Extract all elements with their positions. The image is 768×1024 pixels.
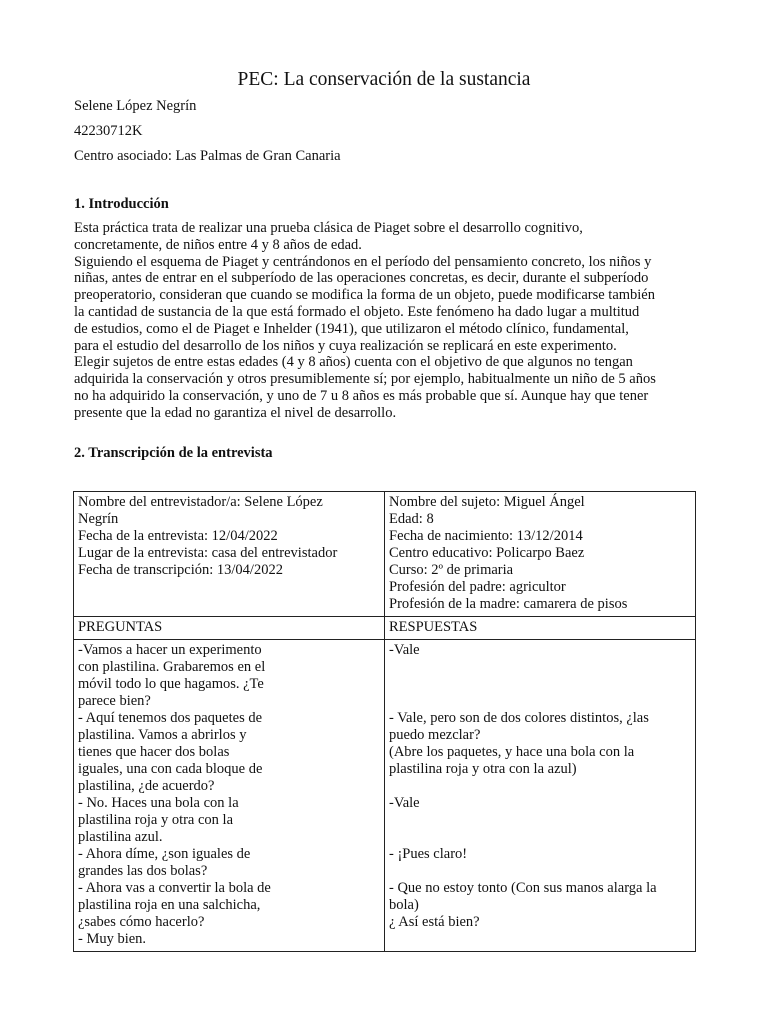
intro-line: Esta práctica trata de realizar una prueba clásica de Piaget sobre el desarrollo cognitivo, [74,220,583,236]
question-line: con plastilina. Grabaremos en el [78,659,266,675]
question-line: iguales, una con cada bloque de [78,761,263,777]
student-id: 42230712K [74,123,143,139]
answer-line: -Vale [389,795,420,811]
question-line: tienes que hacer dos bolas [78,744,230,760]
subject-info-line: Fecha de nacimiento: 13/12/2014 [389,528,583,544]
intro-line: de estudios, como el de Piaget e Inhelder (1941), que utilizaron el método clínico, fundamental, [74,320,629,337]
answer-line: bola) [389,897,419,913]
interviewer-info-line: Fecha de la entrevista: 12/04/2022 [78,528,278,544]
interviewer-info-line: Lugar de la entrevista: casa del entrevistador [78,545,338,561]
intro-line: preoperatorio, consideran que cuando se modifica la forma de un objeto, puede modificarse también [74,287,655,304]
questions-cell [74,640,385,952]
question-line: ¿sabes cómo hacerlo? [78,914,205,930]
answer-line [389,693,691,710]
table-row [74,640,696,952]
table-row [74,492,696,617]
intro-line: Elegir sujetos de entre estas edades (4 y 8 años) cuenta con el objetivo de que algunos no tengan [74,354,633,371]
interviewer-info-line: Fecha de transcripción: 13/04/2022 [78,562,283,578]
question-line: grandes las dos bolas? [78,863,208,879]
question-line: plastilina azul. [78,829,163,845]
question-line: parece bien? [78,693,151,709]
answer-line: ¿ Así está bien? [389,914,480,930]
answers-column-header: RESPUESTAS [385,617,696,640]
answers-cell [385,640,696,952]
answer-line: - ¡Pues claro! [389,846,468,862]
intro-line: niñas, antes de entrar en el subperíodo de las operaciones concretas, es decir, durante el subperíodo [74,270,649,287]
subject-info-line: Profesión de la madre: camarera de pisos [389,596,628,612]
subject-info-line: Nombre del sujeto: Miguel Ángel [389,494,585,510]
subject-info-cell [385,492,696,617]
question-line: plastilina roja en una salchicha, [78,897,261,913]
associated-center: Centro asociado: Las Palmas de Gran Canaria [74,148,341,164]
question-line: - Aquí tenemos dos paquetes de [78,710,263,726]
intro-line: presente que la edad no garantiza el nivel de desarrollo. [74,404,397,421]
questions-column-header: PREGUNTAS [74,617,385,640]
question-line: - Ahora vas a convertir la bola de [78,880,271,896]
question-line: plastilina, ¿de acuerdo? [78,778,215,794]
answer-line [389,863,691,880]
interview-table [73,491,696,952]
answer-line: puedo mezclar? [389,727,481,743]
question-line: - Ahora díme, ¿son iguales de [78,846,251,862]
answer-line: - Que no estoy tonto (Con sus manos alarga la [389,880,657,896]
question-line: plastilina. Vamos a abrirlos y [78,727,247,743]
answer-line [389,778,691,795]
answer-line [389,812,691,829]
answer-line [389,676,691,693]
question-line: - No. Haces una bola con la [78,795,239,811]
subject-info-line: Edad: 8 [389,511,434,527]
question-line: móvil todo lo que hagamos. ¿Te [78,676,264,692]
question-line: plastilina roja y otra con la [78,812,234,828]
interviewer-info-line: Nombre del entrevistador/a: Selene López [78,494,323,510]
subject-info-line: Centro educativo: Policarpo Baez [389,545,585,561]
answer-line [389,931,691,948]
answer-line: (Abre los paquetes, y hace una bola con la [389,744,635,760]
document-title: PEC: La conservación de la sustancia [237,69,531,90]
interviewer-info-line: Negrín [78,511,119,527]
author-name: Selene López Negrín [74,98,197,114]
intro-line: adquirida la conservación y otros presumiblemente sí; por ejemplo, habitualmente un niño de 5 años [74,371,656,388]
question-line: -Vamos a hacer un experimento [78,642,262,658]
answer-line: plastilina roja y otra con la azul) [389,761,577,777]
answer-line [389,829,691,846]
subject-info-line: Profesión del padre: agricultor [389,579,566,595]
answer-line: - Vale, pero son de dos colores distintos, ¿las [389,710,649,726]
intro-line: concretamente, de niños entre 4 y 8 años de edad. [74,236,362,253]
section-heading-introduction: 1. Introducción [74,196,169,212]
table-row [74,617,696,640]
question-line: - Muy bien. [78,931,147,947]
interviewer-info-cell [74,492,385,617]
intro-line: Siguiendo el esquema de Piaget y centrándonos en el período del pensamiento concreto, los niños y [74,253,652,270]
intro-line: no ha adquirido la conservación, y uno de 7 u 8 años es más probable que sí. Aunque hay que tener [74,387,649,404]
intro-line: para el estudio del desarrollo de los niños y cuya realización se replicará en este experimento. [74,337,617,354]
introduction-body [74,220,704,422]
answer-line: -Vale [389,642,420,658]
answer-line [389,659,691,676]
section-heading-transcription: 2. Transcripción de la entrevista [74,445,273,461]
intro-line: la cantidad de sustancia de la que está formado el objeto. Este fenómeno ha dado lugar a multitud [74,303,640,320]
subject-info-line: Curso: 2º de primaria [389,562,514,578]
